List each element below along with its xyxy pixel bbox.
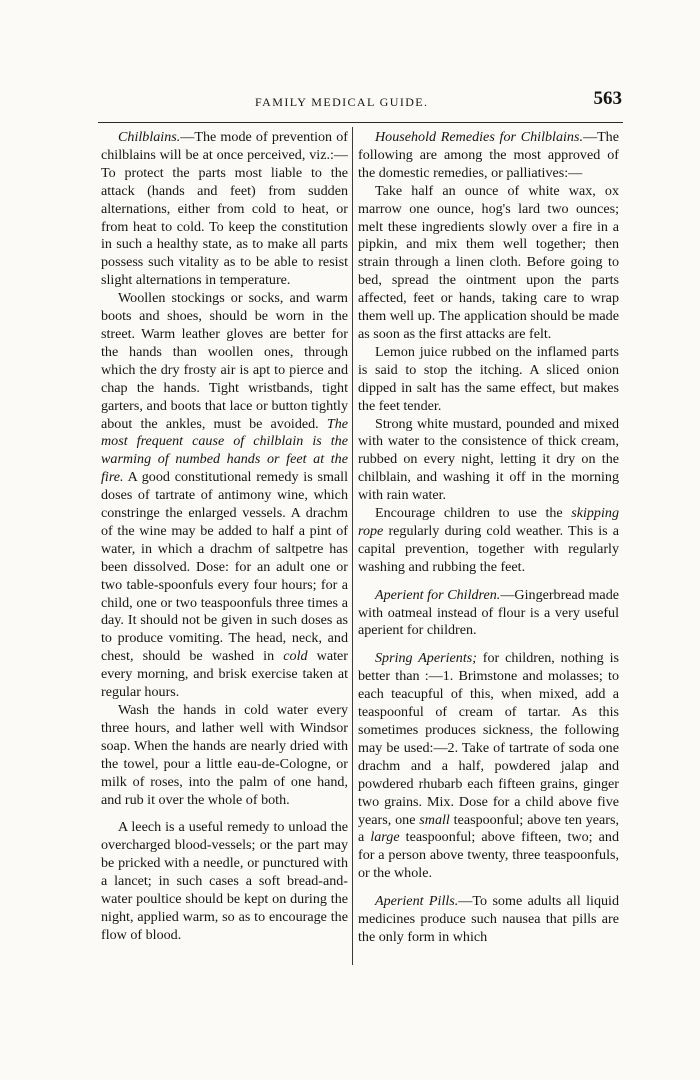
paragraph-text: Lemon juice rubbed on the inflamed parts is said to stop the itching. A sliced onion dipped in salt has the same effect, but makes the feet tender. — [358, 343, 619, 414]
column-divider — [352, 127, 353, 965]
paragraph-text: Take half an ounce of white wax, ox marrow one ounce, hog's lard two ounces; melt these ingredients slowly over a fire in a pipkin, and mix them well together; then strain through a linen cloth. Before going to bed, spread the ointment upon the parts affected, feet or hands, taking care to wrap them well up. The application should be made as soon as the first attacks are felt. — [358, 182, 619, 342]
paragraph-text: —Gingerbread made with oatmeal instead of flour is a very useful aperient for children. — [358, 586, 619, 639]
paragraph-italic: small — [419, 811, 450, 828]
paragraph-spring-aperients — [358, 650, 619, 883]
paragraph-text: —The mode of prevention of chilblains will be at once perceived, viz.:—To protect the parts most liable to the attack (hands and feet) from sudden alternations, either from cold to heat, or from heat to cold. To keep the constitution in such a healthy state, as to make all parts possess such vitality as to be able to resist slight alternations in temperature. — [101, 129, 348, 289]
paragraph-text: A leech is a useful remedy to unload the overcharged blood-vessels; or the part may be pricked with a needle, or punctured with a lancet; in such cases a soft bread-and-water poultice should be kept on during the night, applied warm, so as to encourage the flow of blood. — [101, 819, 348, 943]
right-column — [358, 129, 619, 974]
paragraph-text: Encourage children to use the — [375, 505, 572, 522]
paragraph-chilblains — [101, 129, 348, 290]
paragraph-italic: skipping rope — [358, 505, 619, 539]
paragraph-wash-hands — [101, 702, 348, 809]
paragraph-text: Wash the hands in cold water every three hours, and lather well with Windsor soap. When the hands are nearly dried with the towel, pour a little eau-de-Cologne, or milk of roses, into the palm of one hand, and rub it over the whole of both. — [101, 702, 348, 808]
paragraph-mustard — [358, 416, 619, 506]
paragraph-lead: Chilblains. — [118, 129, 181, 145]
paragraph-lead: Spring Aperients; — [375, 650, 477, 667]
running-title: FAMILY MEDICAL GUIDE. — [255, 95, 429, 109]
left-column — [101, 129, 348, 974]
paragraph-text: Strong white mustard, pounded and mixed with water to the consistence of thick cream, rubbed on every night, letting it dry on the chilblain, and washing it off in the morning with rain water. — [358, 415, 619, 504]
paragraph-text: regularly during cold weather. This is a capital prevention, together with regularly washing and rubbing the feet. — [358, 522, 619, 575]
running-head — [100, 88, 622, 116]
paragraph-white-wax — [358, 183, 619, 344]
paragraph-text: Woollen stockings or socks, and warm boots and shoes, should be worn in the street. Warm leather gloves are better for the hands than woollen ones, through which the dry frosty air is apt to pierce and chap the hands. Tight wristbands, tight garters, and boots that lace or button tightly about the ankles, must be avoided. — [101, 290, 348, 432]
paragraph-lead: Aperient Pills. — [375, 893, 459, 910]
paragraph-aperient-children — [358, 587, 619, 641]
paragraph-text: water every morning, and brisk exercise taken at regular hours. — [101, 648, 348, 701]
paragraph-household-remedies — [358, 129, 619, 183]
paragraph-woollen — [101, 290, 348, 702]
paragraph-text: teaspoonful; above fifteen, two; and for a person above twenty, three teaspoonfuls, or the whole. — [358, 829, 619, 882]
paragraph-lead: Aperient for Children. — [375, 586, 501, 603]
paragraph-skipping-rope — [358, 505, 619, 577]
paragraph-lemon-juice — [358, 344, 619, 416]
paragraph-text: teaspoonful; above ten years, a — [358, 811, 619, 846]
paragraph-aperient-pills — [358, 893, 619, 947]
page-number: 563 — [593, 88, 622, 109]
paragraph-italic: The most frequent cause of chilblain is the warming of numbed hands or feet at the fire. — [101, 415, 348, 486]
paragraph-text: A good constitutional remedy is small doses of tartrate of antimony wine, which constringe the enlarged vessels. A drachm of the wine may be added to half a pint of water, in which a drachm of saltpetre has been dissolved. Dose: for an adult one or two table-spoonfuls every four hours; for a child, one or two teaspoonfuls three times a day. It should not be given in such doses as to produce vomiting. The head, neck, and chest, should be washed in — [101, 469, 348, 665]
paragraph-text: —The following are among the most approved of the domestic remedies, or palliatives:— — [358, 129, 619, 181]
paragraph-text: for children, nothing is better than :—1. Brimstone and molasses; to each teacupful of this, when mixed, add a teaspoonful of cream of tartar. As this sometimes produces sickness, the following may be used:—2. Take of tartrate of soda one drachm and a half, powdered jalap and powdered rhubarb each fifteen grains, ginger two grains. Mix. Dose for a child above five years, one — [358, 650, 619, 828]
paragraph-text: —To some adults all liquid medicines produce such nausea that pills are the only form in which — [358, 893, 620, 945]
paragraph-lead: Household Remedies for Chilblains. — [375, 129, 583, 145]
paragraph-italic: cold — [283, 648, 308, 665]
paragraph-leech — [101, 819, 348, 944]
paragraph-italic: large — [370, 829, 400, 846]
header-rule — [98, 122, 623, 123]
